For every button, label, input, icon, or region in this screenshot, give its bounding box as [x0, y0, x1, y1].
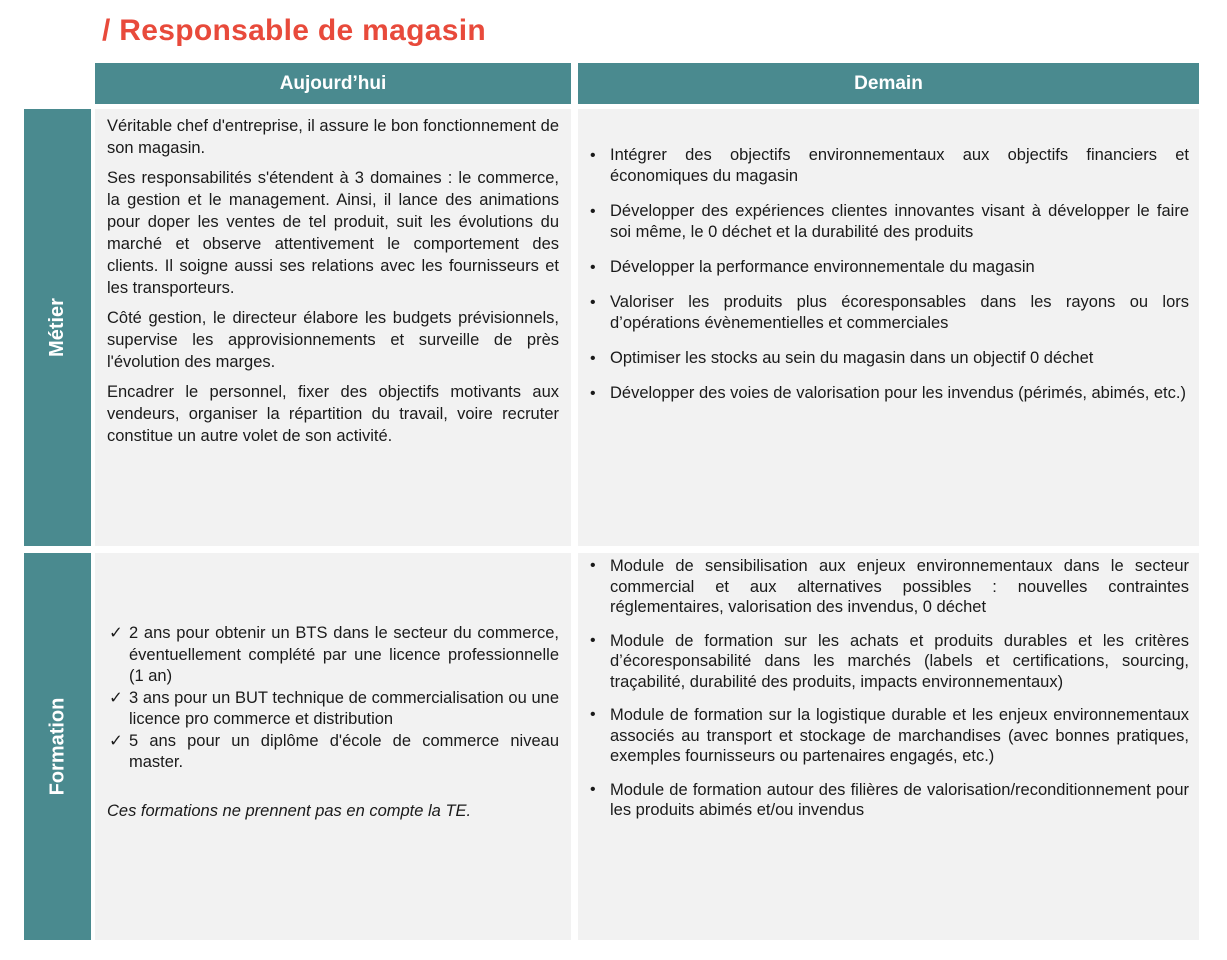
list-item-text: Développer des expériences clientes innovantes visant à développer le faire soi même, le 0 déchet et la durabilité des produits — [610, 202, 1189, 241]
bullet-icon: • — [590, 294, 596, 311]
bullet-icon: • — [590, 350, 596, 367]
check-icon: ✓ — [109, 688, 123, 707]
bullet-icon: • — [590, 706, 596, 723]
list-item — [588, 780, 1189, 821]
list-item-text: 3 ans pour un BUT technique de commercialisation ou une licence pro commerce et distribution — [129, 688, 559, 728]
paragraph: Côté gestion, le directeur élabore les budgets prévisionnels, supervise les approvisionnements et surveille de près l'évolution des marges. — [107, 309, 559, 371]
row-label-metier-text: Métier — [46, 298, 68, 357]
list-item-text: Module de formation sur la logistique durable et les enjeux environnementaux associés au transport et stockage de marchandises (avec bonnes pratiques, exemples fournisseurs ou partenaires engagés, etc.) — [610, 706, 1189, 765]
list-item-text: Valoriser les produits plus écoresponsables dans les rayons ou lors d’opérations évènementielles et commerciales — [610, 293, 1189, 332]
bullet-icon: • — [590, 385, 596, 402]
metier-today-cell — [95, 109, 571, 546]
check-icon: ✓ — [109, 624, 123, 642]
formation-today-list — [107, 623, 559, 774]
row-label-formation — [24, 553, 91, 940]
formation-today-cell — [95, 553, 571, 940]
bullet-icon: • — [590, 147, 596, 164]
paragraph: Ses responsabilités s'étendent à 3 domaines : le commerce, la gestion et le management. Ainsi, il lance des animations pour doper les ventes de tel produit, suit les évolutions du marché et observe attentivement le comportement des clients. Il soigne aussi ses relations avec les fournisseurs et les transporteurs. — [107, 169, 559, 297]
page-title: / Responsable de magasin — [102, 14, 486, 47]
column-header-tomorrow: Demain — [578, 63, 1199, 104]
paragraph: Véritable chef d'entreprise, il assure le bon fonctionnement de son magasin. — [107, 117, 559, 157]
list-item — [588, 705, 1189, 767]
bullet-icon: • — [590, 631, 596, 649]
list-item-text: Intégrer des objectifs environnementaux aux objectifs financiers et économiques du magasin — [610, 146, 1189, 185]
list-item — [588, 631, 1189, 693]
list-item — [588, 201, 1189, 243]
formation-note: Ces formations ne prennent pas en compte la TE. — [107, 801, 472, 820]
list-item — [107, 731, 559, 774]
list-item — [588, 348, 1189, 369]
column-header-today: Aujourd’hui — [95, 63, 571, 104]
list-item-text: Module de sensibilisation aux enjeux environnementaux dans le secteur commercial et aux alternatives possibles : nouvelles contraintes réglementaires, valorisation des invendus, 0 déchet — [610, 557, 1189, 616]
list-item — [588, 383, 1189, 404]
list-item — [107, 623, 559, 688]
bullet-icon: • — [590, 780, 596, 798]
formation-tomorrow-cell — [578, 553, 1199, 940]
list-item-text: 5 ans pour un diplôme d'école de commerce niveau master. — [129, 731, 559, 771]
list-item — [588, 292, 1189, 334]
list-item — [588, 257, 1189, 278]
paragraph: Encadrer le personnel, fixer des objectifs motivants aux vendeurs, organiser la répartition du travail, voire recruter constitue un autre volet de son activité. — [107, 383, 559, 445]
list-item-text: 2 ans pour obtenir un BTS dans le secteur du commerce, éventuellement complété par une licence professionnelle (1 an) — [129, 624, 559, 685]
metier-tomorrow-cell — [578, 109, 1199, 546]
bullet-icon: • — [590, 203, 596, 220]
row-label-metier — [24, 109, 91, 546]
list-item — [588, 556, 1189, 618]
metier-tomorrow-list — [588, 145, 1189, 404]
row-label-formation-text: Formation — [46, 697, 68, 796]
list-item-text: Module de formation sur les achats et produits durables et les critères d’écoresponsabilité dans les marchés (labels et certifications, sourcing, traçabilité, durabilité des produits, impacts environnementaux) — [610, 631, 1189, 691]
list-item — [107, 688, 559, 731]
check-icon: ✓ — [109, 731, 123, 750]
list-item — [588, 145, 1189, 187]
bullet-icon: • — [590, 259, 596, 276]
bullet-icon: • — [590, 557, 596, 574]
list-item-text: Module de formation autour des filières de valorisation/reconditionnement pour les produits abimés et/ou invendus — [610, 780, 1189, 819]
list-item-text: Optimiser les stocks au sein du magasin dans un objectif 0 déchet — [610, 349, 1094, 367]
list-item-text: Développer des voies de valorisation pour les invendus (périmés, abimés, etc.) — [610, 384, 1186, 402]
list-item-text: Développer la performance environnementale du magasin — [610, 258, 1035, 276]
formation-tomorrow-list — [588, 556, 1189, 821]
